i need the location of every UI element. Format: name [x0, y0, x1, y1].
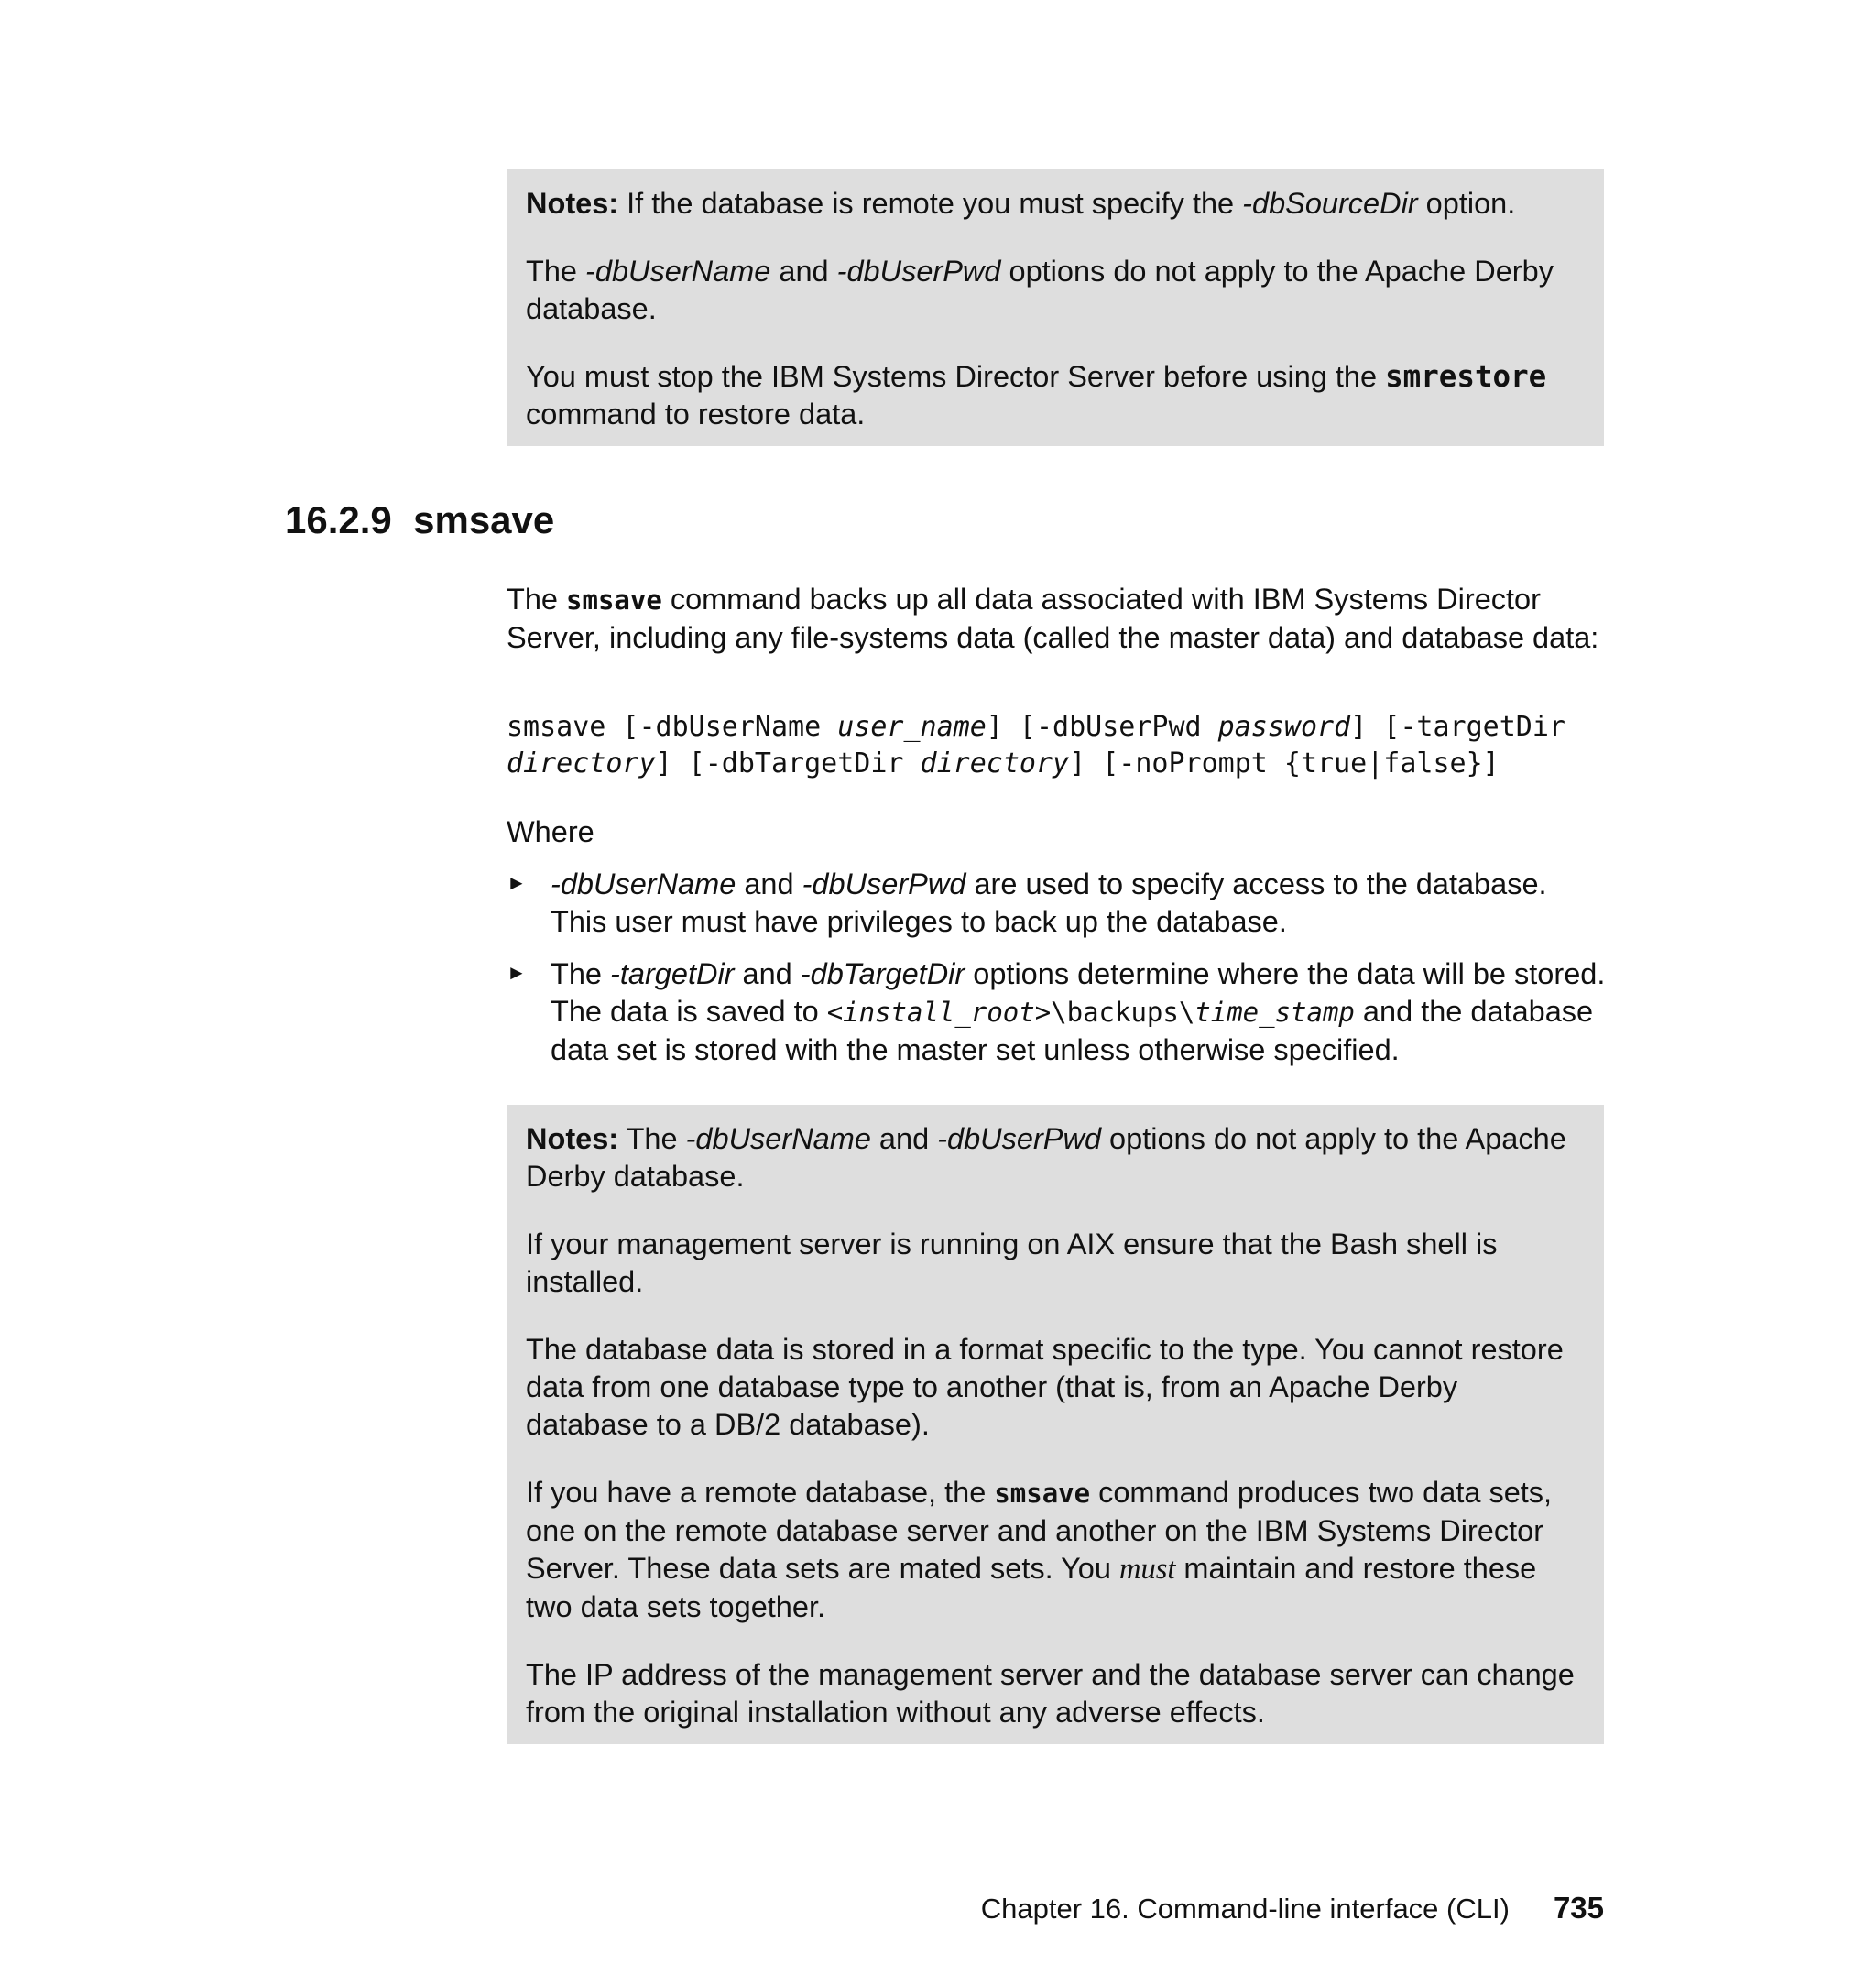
bullet-marker-icon: ►	[507, 871, 527, 894]
notes-label: Notes:	[526, 1122, 619, 1155]
intro-paragraph: The smsave command backs up all data associated with IBM Systems Director Server, including any file-systems data (called the master data) and database data:	[507, 583, 1599, 654]
note-bottom-paragraph-2: If your management server is running on AIX ensure that the Bash shell is installed.	[526, 1228, 1498, 1298]
bullet-marker-icon: ►	[507, 961, 527, 984]
option-dbuserpwd: -dbUserPwd	[836, 255, 1001, 288]
install-root-path: <install_root>	[826, 997, 1052, 1028]
chapter-title: Chapter 16. Command-line interface (CLI)	[980, 1893, 1510, 1925]
note-box-bottom	[507, 1105, 1604, 1744]
page-number: 735	[1553, 1891, 1604, 1925]
page-footer	[981, 1890, 1604, 1927]
option-dbsourcedir: -dbSourceDir	[1242, 187, 1418, 220]
section-number: 16.2.9	[285, 498, 392, 541]
command-syntax	[507, 709, 1606, 782]
section-title: smsave	[413, 498, 555, 541]
note-bottom-paragraph-1: Notes: The -dbUserName and -dbUserPwd options do not apply to the Apache Derby database.	[526, 1122, 1566, 1193]
note-top-paragraph-1: Notes: If the database is remote you must specify the -dbSourceDir option.	[526, 187, 1516, 220]
where-label: Where	[507, 815, 594, 848]
note-bottom-paragraph-5: The IP address of the management server and the database server can change from the original installation without any adverse effects.	[526, 1658, 1575, 1729]
command-smsave: smsave	[994, 1478, 1091, 1509]
note-box-top	[507, 169, 1604, 446]
emphasis-must: must	[1119, 1553, 1176, 1586]
note-top-paragraph-3: You must stop the IBM Systems Director Server before using the smrestore command to restore data.	[526, 359, 1547, 431]
syntax-line-2: directory] [-dbTargetDir directory] [-noPrompt {true|false}]	[507, 747, 1500, 780]
notes-label: Notes:	[526, 187, 619, 220]
note-bottom-paragraph-3: The database data is stored in a format specific to the type. You cannot restore data from one database type to another (that is, from an Apache Derby database to a DB/2 database).	[526, 1333, 1564, 1441]
note-bottom-paragraph-4: If you have a remote database, the smsave command produces two data sets, one on the remote database server and another on the IBM Systems Director Server. These data sets are mated sets. You must maintain and restore these two data sets together.	[526, 1476, 1553, 1623]
command-smsave: smsave	[566, 584, 662, 616]
syntax-line-1: smsave [-dbUserName user_name] [-dbUserPwd password] [-targetDir	[507, 711, 1565, 743]
note-top-paragraph-2: The -dbUserName and -dbUserPwd options do not apply to the Apache Derby database.	[526, 255, 1554, 325]
bullet-item-2: ► The -targetDir and -dbTargetDir options determine where the data will be stored. The data is saved to <install_root>\backups\time_stamp and the database data set is stored with the master set unless otherwise specified.	[507, 957, 1606, 1066]
bullet-item-1: ► -dbUserName and -dbUserPwd are used to specify access to the database. This user must have privileges to back up the database.	[507, 868, 1547, 938]
section-heading	[285, 496, 554, 544]
option-dbusername: -dbUserName	[585, 255, 771, 288]
command-smrestore: smrestore	[1385, 359, 1547, 394]
